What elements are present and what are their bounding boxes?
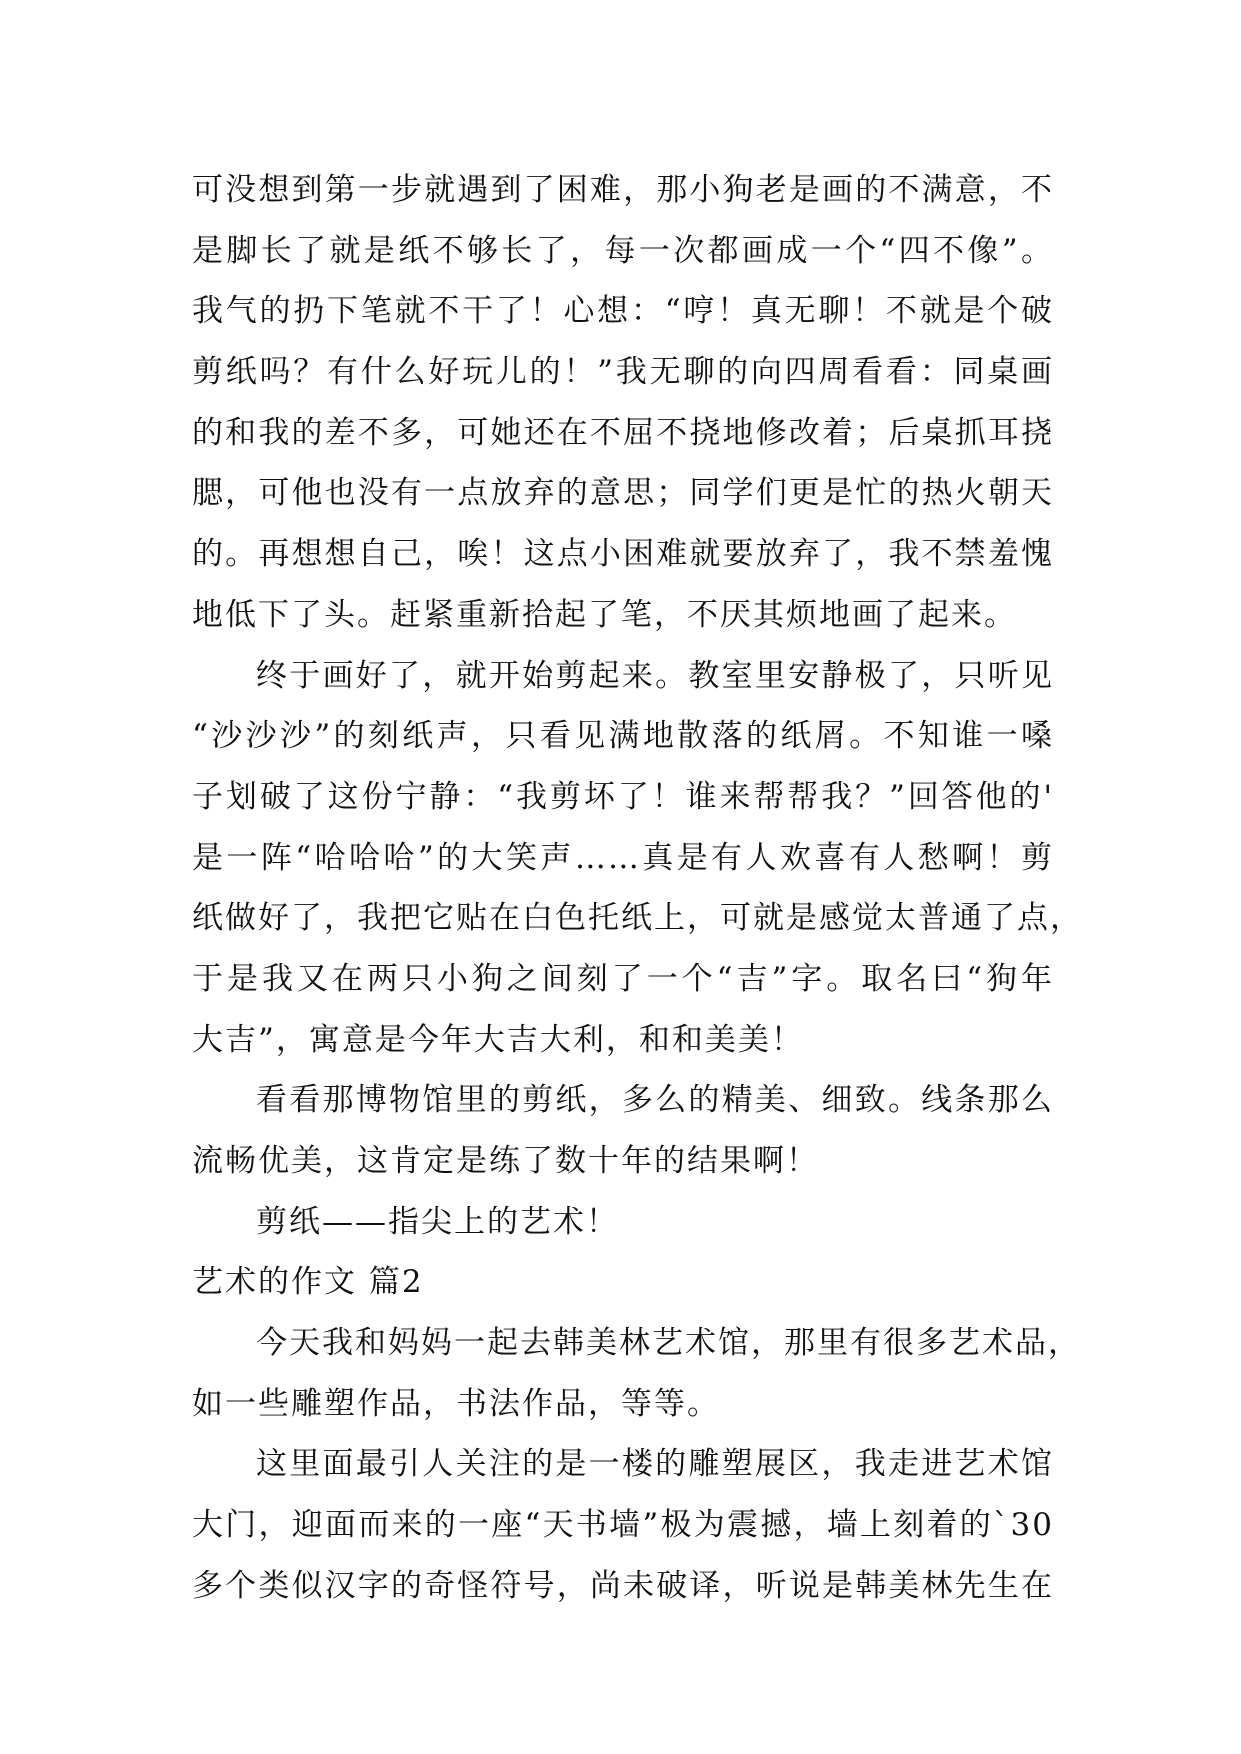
text-line: 是一阵“哈哈哈”的大笑声……真是有人欢喜有人愁啊！剪 — [192, 839, 1054, 876]
text-line: 多个类似汉字的奇怪符号，尚未破译，听说是韩美林先生在 — [192, 1567, 1054, 1604]
text-line: 子划破了这份宁静：“我剪坏了！谁来帮帮我？”回答他的' — [192, 778, 1054, 815]
text-line: 剪纸吗？有什么好玩儿的！”我无聊的向四周看看：同桌画 — [192, 354, 1054, 391]
paragraph-first-line: 今天我和妈妈一起去韩美林艺术馆，那里有很多艺术品， — [256, 1325, 1081, 1362]
text-line: 地低下了头。赶紧重新拾起了笔，不厌其烦地画了起来。 — [192, 596, 1017, 633]
text-line: 我气的扔下笔就不干了！心想：“哼！真无聊！不就是个破 — [192, 293, 1054, 330]
text-line: 腮，可他也没有一点放弃的意思；同学们更是忙的热火朝天 — [192, 475, 1054, 512]
text-line: “沙沙沙”的刻纸声，只看见满地散落的纸屑。不知谁一嗓 — [192, 718, 1054, 755]
text-line: 如一些雕塑作品，书法作品，等等。 — [192, 1385, 720, 1422]
text-line: 流畅优美，这肯定是练了数十年的结果啊！ — [192, 1143, 819, 1179]
paragraph-first-line: 这里面最引人关注的是一楼的雕塑展区，我走进艺术馆 — [256, 1446, 1054, 1483]
text-line: 大门，迎面而来的一座“天书墙”极为震撼，墙上刻着的`30 — [192, 1507, 1054, 1544]
text-line: 大吉”，寓意是今年大吉大利，和和美美！ — [192, 1021, 804, 1058]
section-heading: 艺术的作文 篇2 — [192, 1264, 424, 1301]
text-line: 的和我的差不多，可她还在不屈不挠地修改着；后桌抓耳挠 — [192, 414, 1054, 451]
text-line: 可没想到第一步就遇到了困难，那小狗老是画的不满意，不 — [192, 172, 1054, 208]
text-line: 是脚长了就是纸不够长了，每一次都画成一个“四不像”。 — [192, 232, 1054, 269]
text-line: 纸做好了，我把它贴在白色托纸上，可就是感觉太普通了点， — [192, 900, 1083, 937]
text-line: 的。再想想自己，唉！这点小困难就要放弃了，我不禁羞愧 — [192, 536, 1054, 573]
text-line: 于是我又在两只小狗之间刻了一个“吉”字。取名曰“狗年 — [192, 960, 1054, 997]
paragraph-first-line: 看看那博物馆里的剪纸，多么的精美、细致。线条那么 — [256, 1082, 1054, 1119]
paragraph-first-line: 终于画好了，就开始剪起来。教室里安静极了，只听见 — [256, 657, 1054, 694]
paragraph-first-line: 剪纸——指尖上的艺术！ — [256, 1203, 619, 1240]
essay-body — [192, 160, 1083, 1617]
